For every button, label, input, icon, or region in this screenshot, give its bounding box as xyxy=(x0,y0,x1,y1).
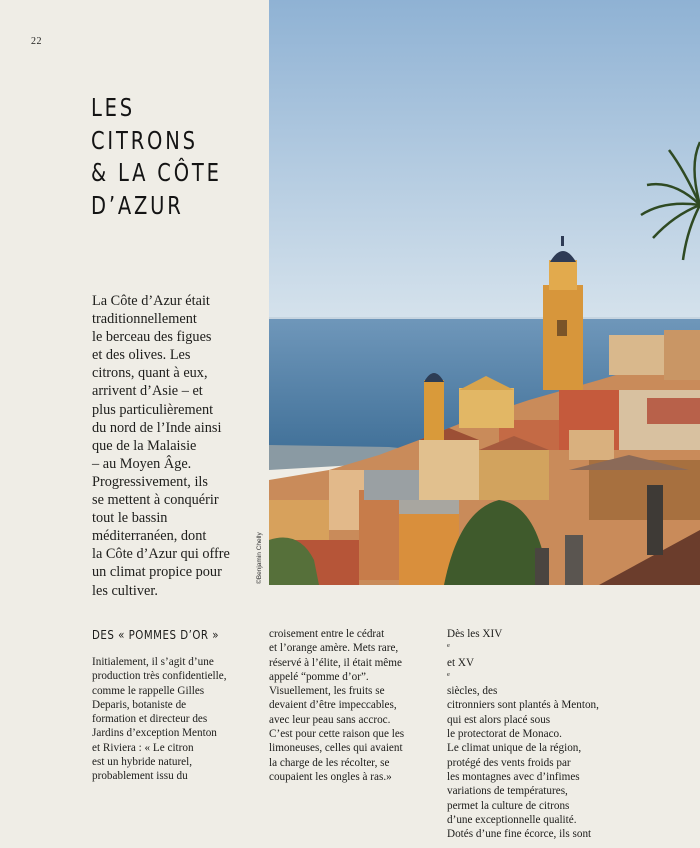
body-line xyxy=(447,627,599,698)
bell-tower-window xyxy=(557,320,567,336)
superscript: e xyxy=(447,670,450,678)
house xyxy=(664,330,700,380)
body-line: Dotés d’une fine écorce, ils sont xyxy=(447,828,592,841)
house xyxy=(479,450,549,500)
horizon xyxy=(269,317,700,319)
body-line: et Riviera : « Le citron xyxy=(92,741,194,754)
body-line: C’est pour cette raison que les xyxy=(269,728,405,741)
body-line: est un hybride naturel, xyxy=(92,756,193,769)
intro-line: – au Moyen Âge. xyxy=(92,455,192,472)
chimney xyxy=(535,548,549,585)
body-line: coupaient les ongles à ras.» xyxy=(269,770,392,783)
body-line: les montagnes avec d’infimes xyxy=(447,770,580,783)
body-line: production très confidentielle, xyxy=(92,670,227,683)
body-line: citronniers sont plantés à Menton, xyxy=(447,699,599,712)
photo-credit: ©Benjamin Chelly xyxy=(256,532,263,584)
intro-line: un climat propice pour xyxy=(92,564,222,581)
body-line: le protectorat de Monaco. xyxy=(447,728,562,741)
body-column-2 xyxy=(269,627,404,784)
body-line: la charge de les récolter, se xyxy=(269,756,390,769)
house xyxy=(419,440,479,500)
intro-line: Progressivement, ils xyxy=(92,473,208,490)
intro-line: traditionnellement xyxy=(92,311,197,328)
intro-line: les cultiver. xyxy=(92,582,158,599)
body-line: probablement issu du xyxy=(92,770,188,783)
body-line: Le climat unique de la région, xyxy=(447,742,582,755)
body-column-3 xyxy=(447,627,599,841)
intro-line: le berceau des figues xyxy=(92,329,212,346)
house xyxy=(569,430,614,460)
intro-line: arrivent d’Asie – et xyxy=(92,383,203,400)
intro-line: du nord de l’Inde ainsi xyxy=(92,419,222,436)
title-line: LES xyxy=(91,93,135,122)
chimney xyxy=(647,485,663,555)
body-line: réservé à l’élite, il était même xyxy=(269,656,402,669)
body-line: et l’orange amère. Mets rare, xyxy=(269,642,399,655)
menton-photo-illustration xyxy=(269,0,700,585)
body-line: d’une exceptionnelle qualité. xyxy=(447,813,577,826)
body-line: croisement entre le cédrat xyxy=(269,628,385,640)
body-line: Initialement, il s’agit d’une xyxy=(92,656,214,668)
title-line: CITRONS xyxy=(91,125,198,155)
intro-line: et des olives. Les xyxy=(92,347,191,364)
chimney xyxy=(565,535,583,585)
intro-line: la Côte d’Azur qui offre xyxy=(92,546,230,563)
sky xyxy=(269,0,700,320)
body-line: formation et directeur des xyxy=(92,713,208,726)
body-column-1 xyxy=(92,655,227,784)
text-run: et XV xyxy=(447,656,475,669)
bell-tower xyxy=(543,285,583,390)
house xyxy=(364,470,424,500)
body-line: protégé des vents froids par xyxy=(447,756,571,769)
article-title xyxy=(91,92,222,222)
title-line: & LA CÔTE xyxy=(91,158,222,187)
intro-line: plus particulièrement xyxy=(92,401,214,418)
text-run: siècles, des xyxy=(447,685,498,698)
bell-tower-upper xyxy=(549,260,577,290)
house xyxy=(399,500,459,514)
text-run: Dès les XIV xyxy=(447,628,503,640)
superscript: e xyxy=(447,642,450,650)
intro-line: citrons, quant à eux, xyxy=(92,365,208,382)
body-line: Jardins d’exception Menton xyxy=(92,727,217,740)
body-line: variations de températures, xyxy=(447,785,568,798)
basilica xyxy=(459,388,514,428)
section-subhead: DES « POMMES D’OR » xyxy=(92,627,220,642)
intro-line: tout le bassin xyxy=(92,510,168,527)
body-line: permet la culture de citrons xyxy=(447,799,570,812)
body-line: avec leur peau sans accroc. xyxy=(269,713,391,726)
menton-photo xyxy=(269,0,700,585)
intro-line: se mettent à conquérir xyxy=(92,492,219,509)
body-line: qui est alors placé sous xyxy=(447,713,551,726)
page-number: 22 xyxy=(31,36,42,47)
intro-paragraph xyxy=(92,292,262,600)
title-line: D’AZUR xyxy=(91,190,184,220)
body-line: Deparis, botaniste de xyxy=(92,698,187,711)
body-line: comme le rappelle Gilles xyxy=(92,684,205,697)
body-line: Visuellement, les fruits se xyxy=(269,685,385,698)
intro-line: La Côte d’Azur était xyxy=(92,293,210,309)
body-line: appelé “pomme d’or”. xyxy=(269,670,369,683)
house xyxy=(647,398,700,424)
house xyxy=(359,490,404,580)
intro-line: que de la Malaisie xyxy=(92,437,197,454)
small-bell-tower xyxy=(424,380,444,440)
bell-tower-spire xyxy=(561,236,564,246)
body-line: devaient d’être impeccables, xyxy=(269,699,397,712)
intro-line: méditerranéen, dont xyxy=(92,528,207,545)
body-line: limoneuses, celles qui avaient xyxy=(269,742,403,755)
